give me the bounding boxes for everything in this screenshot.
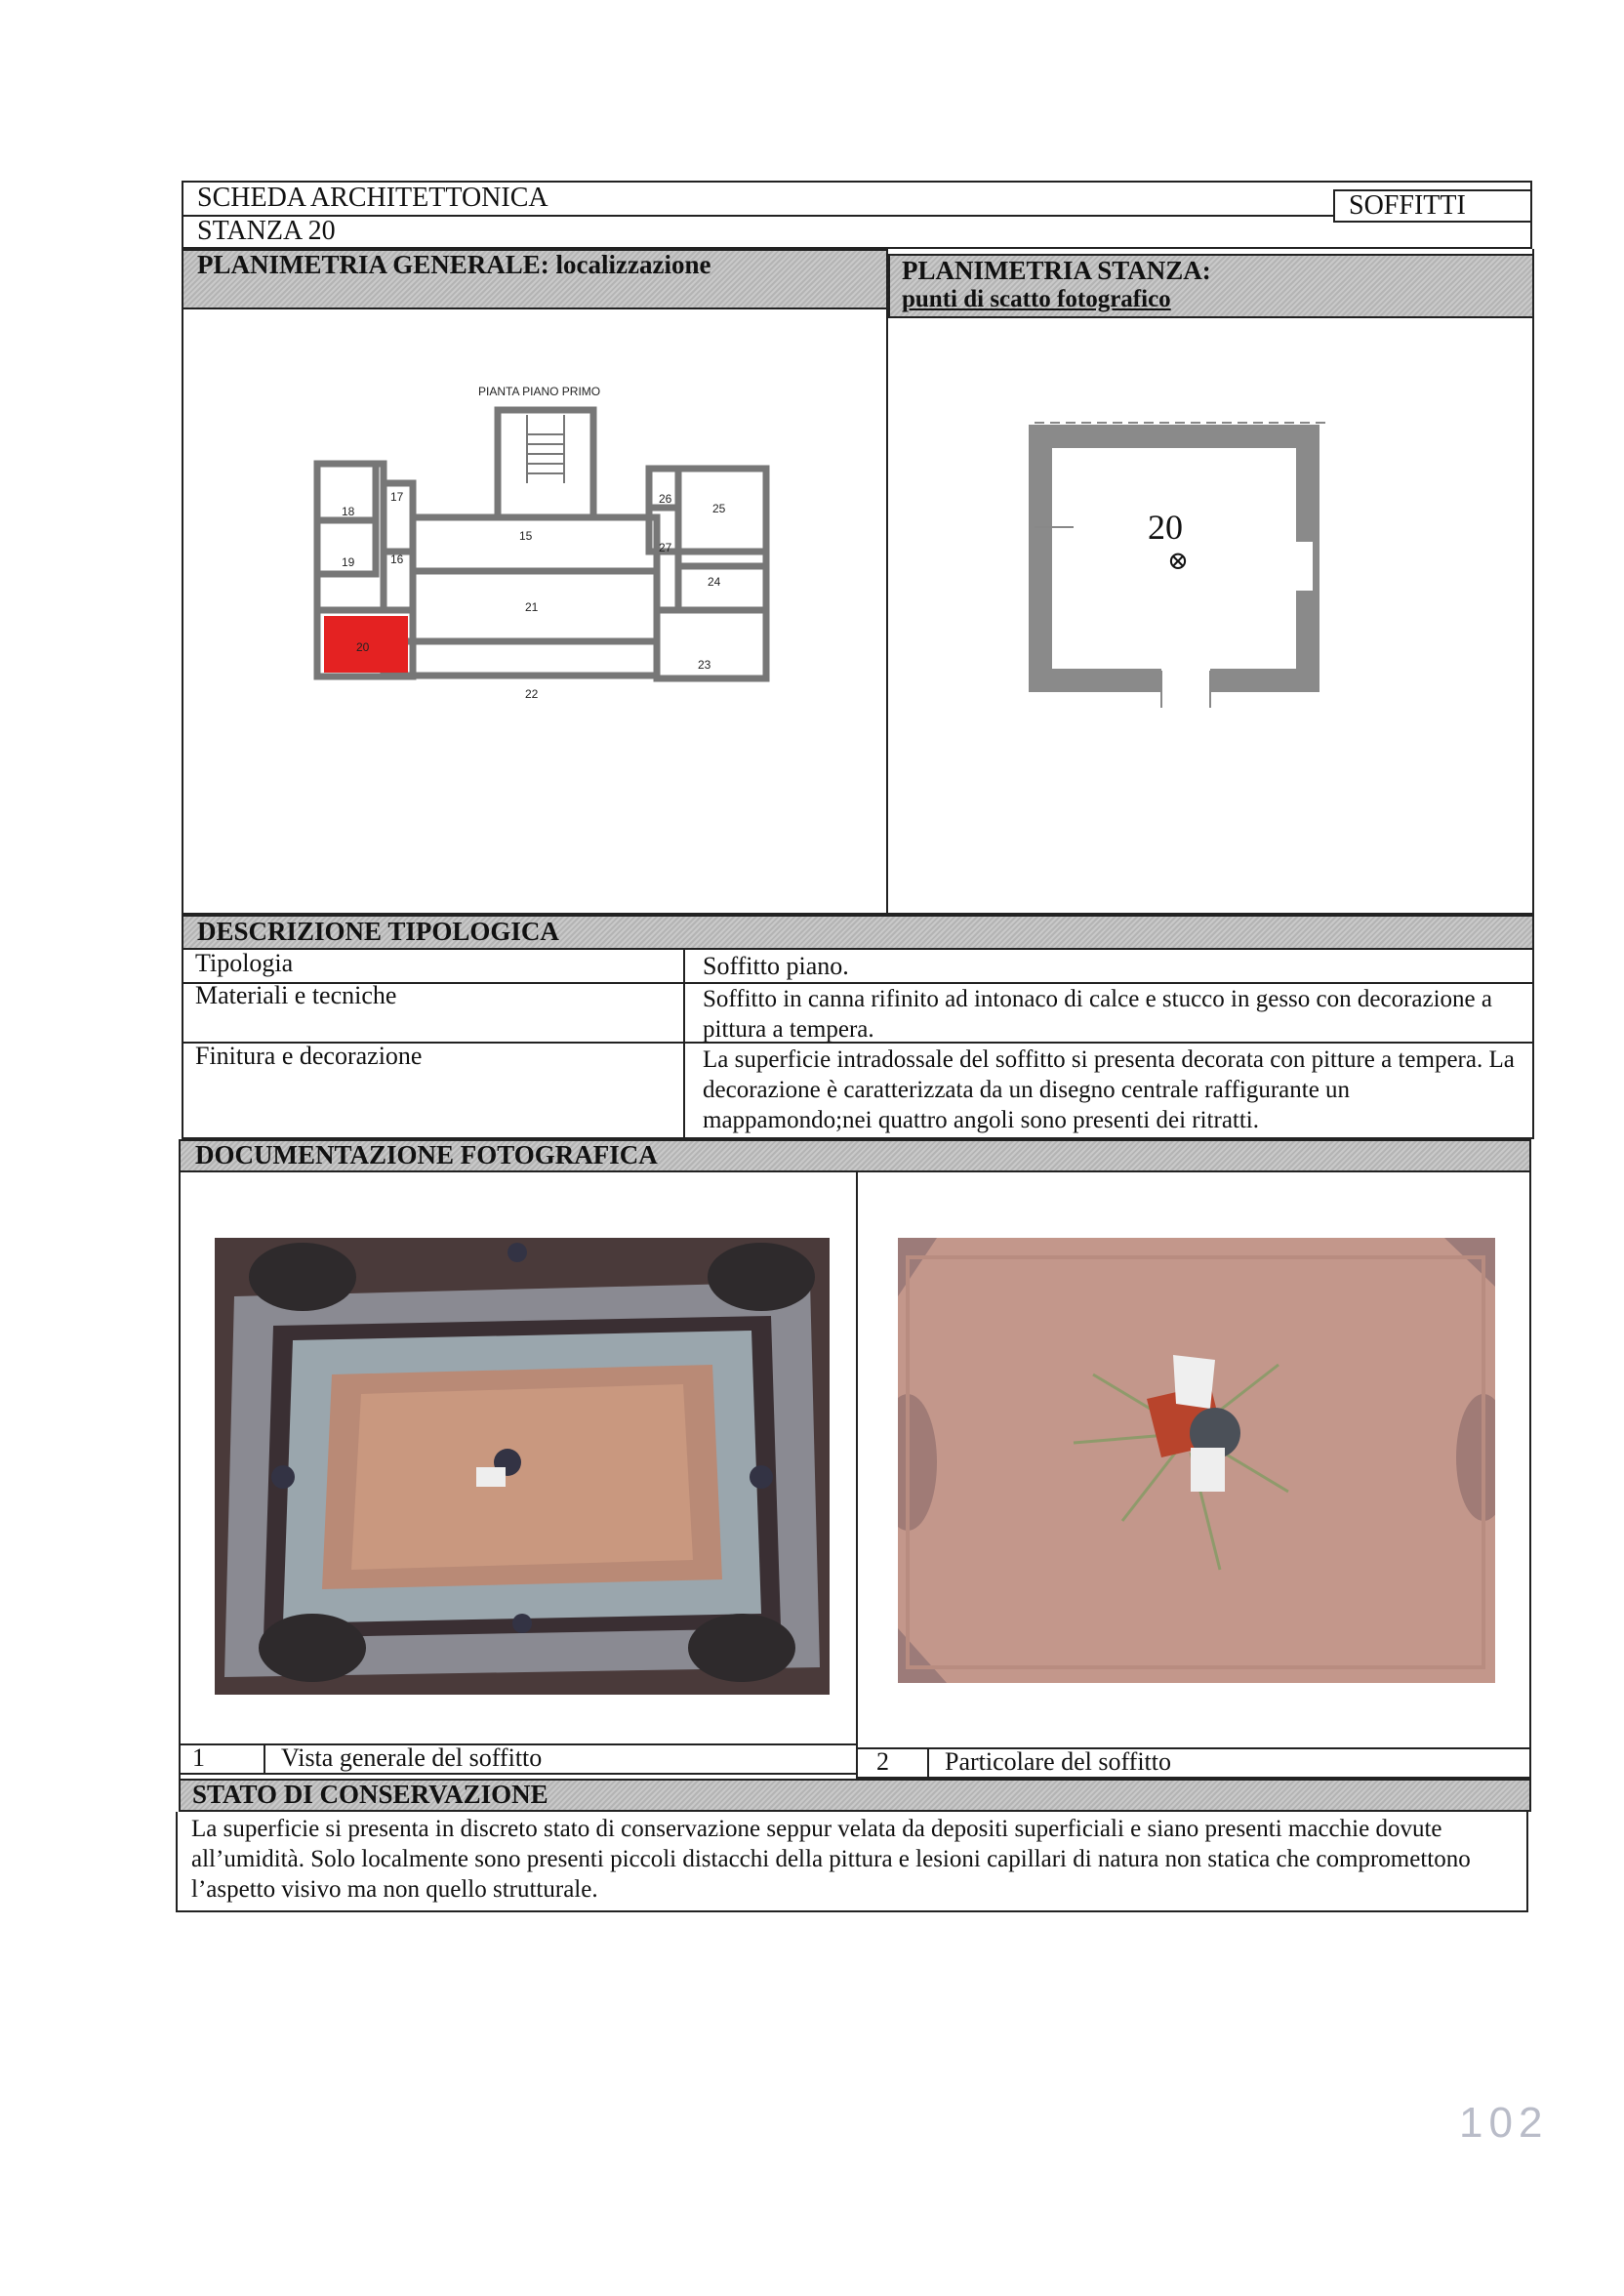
room-title: STANZA 20: [197, 216, 336, 246]
typology-label: Tipologia: [195, 949, 294, 977]
general-floor-plan: [303, 386, 791, 737]
floor-plan-title: PIANTA PIANO PRIMO: [478, 386, 601, 398]
photos-heading: DOCUMENTAZIONE FOTOGRAFICA: [195, 1140, 658, 1169]
room-label-18: 18: [342, 505, 355, 518]
room-label-21: 21: [525, 600, 539, 614]
room-label-16: 16: [390, 553, 404, 566]
room-label-27: 27: [659, 541, 672, 554]
materials-label: Materiali e tecniche: [195, 981, 397, 1009]
room-plan-heading-line2: punti di scatto fotografico: [902, 286, 1171, 312]
room-label-15: 15: [519, 529, 533, 543]
room-label-20: 20: [356, 640, 370, 654]
room-label-26: 26: [659, 492, 672, 506]
photo-number-1: 1: [192, 1743, 205, 1772]
room-label-22: 22: [525, 687, 539, 701]
photo-caption-1: Vista generale del soffitto: [281, 1743, 543, 1772]
general-plan-heading: PLANIMETRIA GENERALE: localizzazione: [197, 250, 711, 279]
room-label-19: 19: [342, 555, 355, 569]
room-label-25: 25: [712, 502, 726, 515]
room-plan-label: 20: [1148, 508, 1183, 547]
room-label-23: 23: [698, 658, 711, 672]
typology-heading: DESCRIZIONE TIPOLOGICA: [197, 917, 559, 946]
ceiling-photo-general: [215, 1238, 830, 1695]
page-number: 102: [1459, 2099, 1549, 2147]
finish-label: Finitura e decorazione: [195, 1042, 423, 1070]
photo-number-2: 2: [876, 1747, 889, 1776]
category-label: SOFFITTI: [1349, 190, 1466, 221]
photo-caption-2: Particolare del soffitto: [945, 1747, 1172, 1776]
room-label-24: 24: [708, 575, 721, 589]
ceiling-photo-detail: [898, 1238, 1495, 1683]
finish-value: La superficie intradossale del soffitto si presenta decorata con pitture a tempera. La decorazione è caratterizzata da un disegno centrale raffigurante un mappamondo;nei quattro angoli sono presenti dei ritratti.: [703, 1046, 1515, 1133]
materials-value: Soffitto in canna rifinito ad intonaco di calce e stucco in gesso con decorazione a pittura a tempera.: [703, 986, 1492, 1043]
conservation-text: La superficie si presenta in discreto stato di conservazione seppur velata da depositi superficiali e siano presenti macchie dovute all’umidità. Solo localmente sono presenti piccoli distacchi della pittura e lesioni capillari di natura non statica che compromettono l’aspetto visivo ma non quello strutturale.: [191, 1816, 1471, 1903]
sheet-title: SCHEDA ARCHITETTONICA: [197, 183, 548, 213]
conservation-heading: STATO DI CONSERVAZIONE: [192, 1780, 548, 1809]
room-plan-heading-line1: PLANIMETRIA STANZA:: [902, 256, 1211, 285]
room-label-17: 17: [390, 490, 404, 504]
typology-value: Soffitto piano.: [703, 952, 849, 980]
camera-marker-icon: ⊗: [1167, 547, 1189, 575]
